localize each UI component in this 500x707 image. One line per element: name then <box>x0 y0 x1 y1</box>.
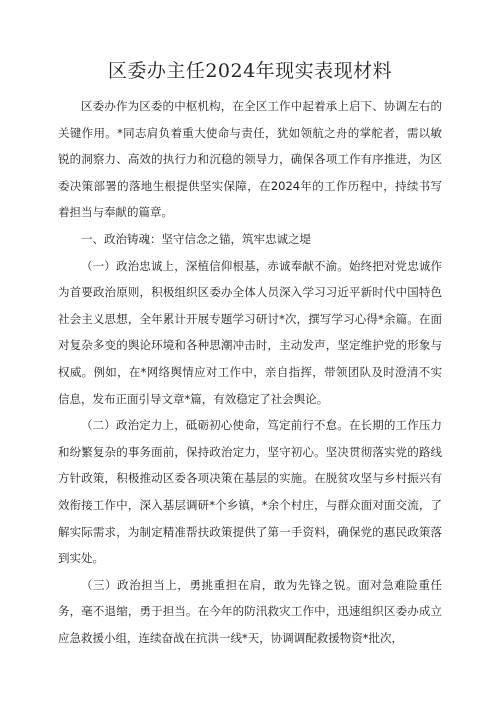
document-title: 区委办主任2024年现实表现材料 <box>107 60 393 82</box>
paragraph-political-loyalty: （一）政治忠诚上，深植信仰根基，赤诚奉献不渝。始终把对党忠诚作为首要政治原则，积极组织区委办全体人员深入学习习近平新时代中国特色社会主义思想，全年累计开展专题学习研讨*次，撰写学习心得*余篇。在面对复杂多变的舆论环境和各种思潮冲击时，主动发声，坚定维护党的形象与权威。例如，在*网络舆情应对工作中，亲自指挥，带领团队及时澄清不实信息，发布正面引导文章*篇，有效稳定了社会舆论。 <box>58 258 442 406</box>
intro-paragraph: 区委办作为区委的中枢机构，在全区工作中起着承上启下、协调左右的关键作用。*同志肩负着重大使命与责任，犹如领航之舟的掌舵者，需以敏锐的洞察力、高效的执行力和沉稳的领导力，确保各项工作有序推进，为区委决策部署的落地生根提供坚实保障，在2024年的工作历程中，持续书写着担当与奉献的篇章。 <box>58 99 442 220</box>
paragraph-political-responsibility: （三）政治担当上，勇挑重担在肩，敢为先锋之锐。面对急难险重任务，毫不退缩，勇于担当。在今年的防汛救灾工作中，迅速组织区委办成立应急救援小组，连续奋战在抗洪一线*天，协调调配救援物资*批次， <box>58 577 442 645</box>
section-heading: 一、政治铸魂：坚守信念之锚，筑牢忠诚之堤 <box>81 231 311 246</box>
paragraph-political-resolve: （二）政治定力上，砥砺初心使命，笃定前行不怠。在长期的工作压力和纷繁复杂的事务面前，保持政治定力，坚守初心。坚决贯彻落实党的路线方针政策，积极推动区委各项决策在基层的实施。在脱贫攻坚与乡村振兴有效衔接工作中，深入基层调研*个乡镇，*余个村庄，与群众面对面交流，了解实际需求，为制定精准帮扶政策提供了第一手资料，确保党的惠民政策落到实处。 <box>58 418 442 566</box>
